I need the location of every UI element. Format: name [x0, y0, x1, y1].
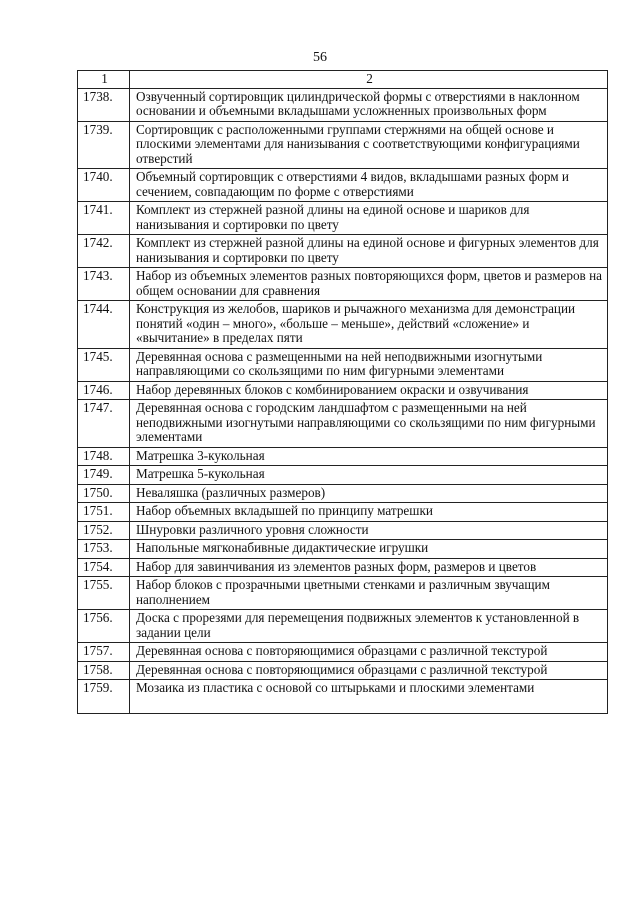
table-row [78, 521, 608, 540]
row-description: Деревянная основа с размещенными на ней неподвижными изогнутыми направляющими со скользящими по ним фигурными элементами [130, 348, 608, 381]
row-number: 1744. [78, 301, 130, 349]
table-row [78, 88, 608, 121]
row-description: Деревянная основа с повторяющимися образцами с различной текстурой [130, 643, 608, 662]
table-row [78, 169, 608, 202]
row-description: Матрешка 3-кукольная [130, 447, 608, 466]
table-row [78, 235, 608, 268]
table-row [78, 540, 608, 559]
row-description: Шнуровки различного уровня сложности [130, 521, 608, 540]
row-description: Набор объемных вкладышей по принципу матрешки [130, 503, 608, 522]
row-description: Комплект из стержней разной длины на единой основе и шариков для нанизывания и сортировки по цвету [130, 202, 608, 235]
table-row [78, 447, 608, 466]
table-row [78, 484, 608, 503]
row-number: 1756. [78, 610, 130, 643]
table-row [78, 661, 608, 680]
table-row [78, 381, 608, 400]
table-row [78, 680, 608, 714]
row-number: 1743. [78, 268, 130, 301]
row-description: Мозаика из пластика с основой со штырьками и плоскими элементами [130, 680, 608, 714]
row-description: Неваляшка (различных размеров) [130, 484, 608, 503]
row-description: Набор для завинчивания из элементов разных форм, размеров и цветов [130, 558, 608, 577]
table-row [78, 121, 608, 169]
table-row [78, 348, 608, 381]
row-description: Деревянная основа с повторяющимися образцами с различной текстурой [130, 661, 608, 680]
row-number: 1738. [78, 88, 130, 121]
row-number: 1745. [78, 348, 130, 381]
table-row [78, 577, 608, 610]
row-description: Напольные мягконабивные дидактические игрушки [130, 540, 608, 559]
row-number: 1759. [78, 680, 130, 714]
row-number: 1748. [78, 447, 130, 466]
table-row [78, 400, 608, 448]
table-row [78, 558, 608, 577]
row-description: Набор из объемных элементов разных повторяющихся форм, цветов и размеров на общем основании для сравнения [130, 268, 608, 301]
table-row [78, 268, 608, 301]
page-number: 56 [313, 50, 327, 65]
row-number: 1742. [78, 235, 130, 268]
row-description: Комплект из стержней разной длины на единой основе и фигурных элементов для нанизывания и сортировки по цвету [130, 235, 608, 268]
row-number: 1749. [78, 466, 130, 485]
table-header-row [78, 71, 608, 89]
row-description: Деревянная основа с городским ландшафтом с размещенными на ней неподвижными изогнутыми направляющими со скользящими по ним фигурными элементами [130, 400, 608, 448]
table-row [78, 643, 608, 662]
row-number: 1750. [78, 484, 130, 503]
row-number: 1754. [78, 558, 130, 577]
row-number: 1753. [78, 540, 130, 559]
row-number: 1746. [78, 381, 130, 400]
table-row [78, 610, 608, 643]
row-description: Набор блоков с прозрачными цветными стенками и различным звучащим наполнением [130, 577, 608, 610]
table-row [78, 503, 608, 522]
row-number: 1751. [78, 503, 130, 522]
row-description: Конструкция из желобов, шариков и рычажного механизма для демонстрации понятий «один – много», «больше – меньше», действий «сложение» и «вычитание» в пределах пяти [130, 301, 608, 349]
row-number: 1757. [78, 643, 130, 662]
row-description: Объемный сортировщик с отверстиями 4 видов, вкладышами разных форм и сечением, совпадающим по форме с отверстиями [130, 169, 608, 202]
row-number: 1741. [78, 202, 130, 235]
row-description: Сортировщик с расположенными группами стержнями на общей основе и плоскими элементами для нанизывания с соответствующими конфигурациями отверстий [130, 121, 608, 169]
column-header-description: 2 [130, 71, 608, 89]
row-description: Матрешка 5-кукольная [130, 466, 608, 485]
column-header-number: 1 [78, 71, 130, 89]
row-description: Набор деревянных блоков с комбинированием окраски и озвучивания [130, 381, 608, 400]
row-number: 1758. [78, 661, 130, 680]
row-description: Озвученный сортировщик цилиндрической формы с отверстиями в наклонном основании и объемными вкладышами усложненных произвольных форм [130, 88, 608, 121]
row-number: 1752. [78, 521, 130, 540]
catalog-table [77, 70, 608, 714]
row-description: Доска с прорезями для перемещения подвижных элементов к установленной в задании цели [130, 610, 608, 643]
row-number: 1739. [78, 121, 130, 169]
table-row [78, 202, 608, 235]
row-number: 1747. [78, 400, 130, 448]
row-number: 1740. [78, 169, 130, 202]
row-number: 1755. [78, 577, 130, 610]
table-row [78, 301, 608, 349]
table-row [78, 466, 608, 485]
